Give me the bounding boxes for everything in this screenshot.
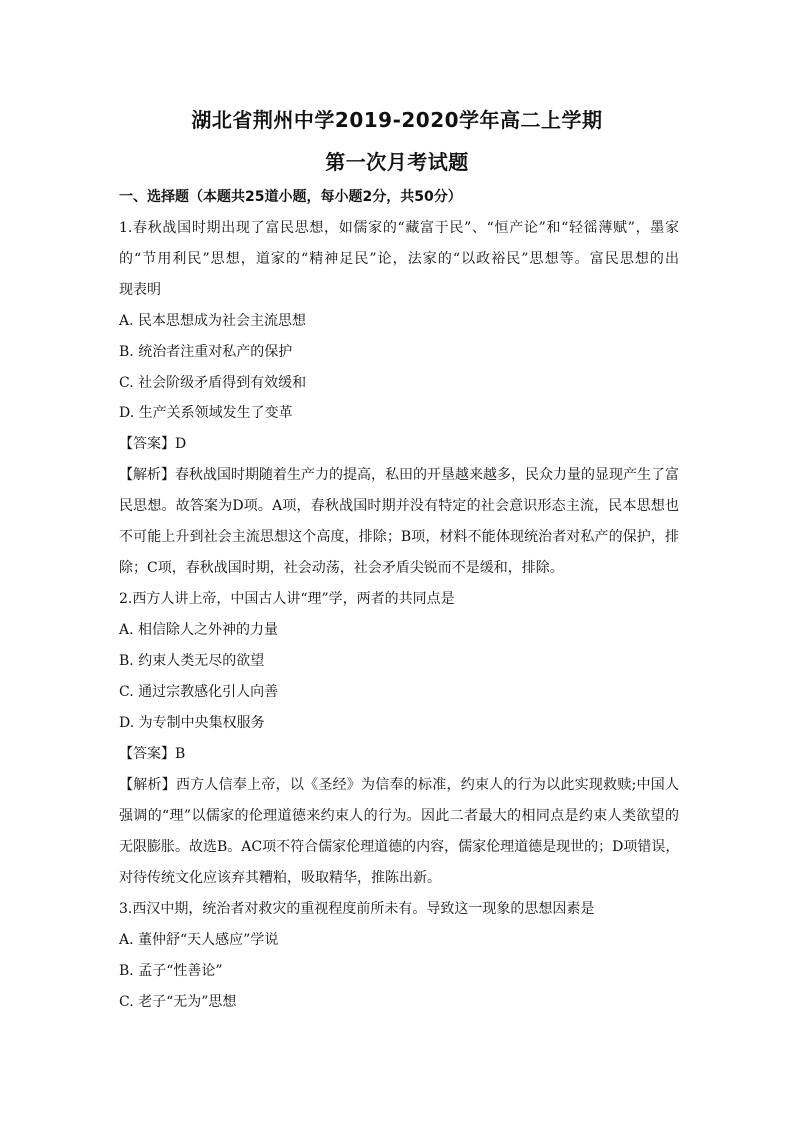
document-subtitle: 第一次月考试题: [325, 150, 469, 174]
question-2-answer: [119, 744, 679, 764]
analysis-label: 【解析】: [119, 777, 176, 793]
question-2-analysis-line-1: [119, 775, 679, 795]
question-1-stem-line-2: 的“节用利民”思想，道家的“精神足民”论，法家的“以政裕民”思想等。富民思想的出: [119, 251, 679, 267]
question-2-analysis-line-3: 无限膨胀。故选B。AC项不符合儒家伦理道德的内容，儒家伦理道德是现世的；D项错误，: [119, 839, 680, 855]
question-1-option-b: B. 统治者注重对私产的保护: [119, 344, 293, 360]
analysis-label: 【解析】: [119, 467, 175, 483]
answer-value: B: [175, 746, 186, 762]
question-3-option-c: C. 老子“无为”思想: [119, 994, 237, 1010]
question-2-analysis-line-4: 对待传统文化应该弃其糟粕，吸取精华，推陈出新。: [119, 870, 441, 886]
question-1-option-a: A. 民本思想成为社会主流思想: [119, 313, 307, 329]
question-1-stem-line-1: 1.春秋战国时期出现了富民思想，如儒家的“藏富于民”、“恒产论”和“轻徭薄赋”，墨家: [119, 220, 679, 236]
document-title: 湖北省荆州中学2019-2020学年高二上学期: [191, 108, 603, 132]
question-1-analysis-line-4: 除；C项，春秋战国时期，社会动荡，社会矛盾尖锐而不是缓和，排除。: [119, 560, 564, 576]
question-1-analysis-line-1: [119, 465, 679, 485]
question-1-option-c: C. 社会阶级矛盾得到有效缓和: [119, 375, 307, 391]
question-1-analysis-line-3: 不可能上升到社会主流思想这个高度，排除；B项，材料不能体现统治者对私产的保护，排: [119, 529, 679, 545]
question-3-option-a: A. 董仲舒“天人感应”学说: [119, 932, 279, 948]
section-heading: 一、选择题（本题共25道小题，每小题2分，共50分）: [119, 189, 462, 205]
answer-label: 【答案】: [119, 436, 175, 452]
question-2-option-c: C. 通过宗教感化引人向善: [119, 684, 279, 700]
question-3-stem-line-1: 3.西汉中期，统治者对救灾的重视程度前所未有。导致这一现象的思想因素是: [119, 901, 595, 917]
analysis-text: 西方人信奉上帝，以《圣经》为信奉的标准，约束人的行为以此实现救赎;中国人: [175, 777, 679, 793]
question-3-option-b: B. 孟子“性善论”: [119, 963, 223, 979]
question-1-analysis-line-2: 民思想。故答案为D项。A项，春秋战国时期并没有特定的社会意识形态主流，民本思想也: [119, 498, 679, 514]
answer-value: D: [175, 436, 187, 452]
question-2-option-d: D. 为专制中央集权服务: [119, 715, 265, 731]
question-1-option-d: D. 生产关系领域发生了变革: [119, 405, 293, 421]
question-1-answer: [119, 434, 679, 454]
question-2-option-b: B. 约束人类无尽的欲望: [119, 653, 265, 669]
question-1-stem-line-3: 现表明: [119, 282, 161, 298]
question-2-analysis-line-2: 强调的“理”以儒家的伦理道德来约束人的行为。因此二者最大的相同点是约束人类欲望的: [119, 808, 679, 824]
analysis-text: 春秋战国时期随着生产力的提高，私田的开垦越来越多，民众力量的显现产生了富: [175, 467, 679, 483]
question-2-stem-line-1: 2.西方人讲上帝，中国古人讲“理”学，两者的共同点是: [119, 591, 455, 607]
answer-label: 【答案】: [119, 746, 175, 762]
question-2-option-a: A. 相信除人之外神的力量: [119, 622, 279, 638]
